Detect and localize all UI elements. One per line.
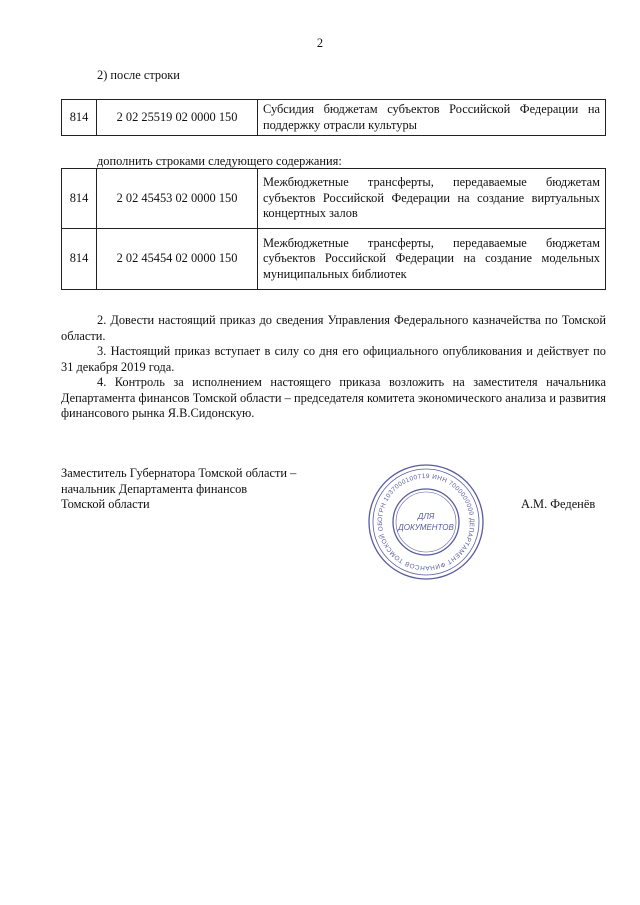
seal-graphic — [366, 462, 486, 582]
income-code-cell: 2 02 45454 02 0000 150 — [97, 229, 258, 290]
existing-code-table — [61, 99, 606, 136]
official-seal — [366, 462, 486, 582]
intro-add-lines: дополнить строками следующего содержания: — [97, 154, 342, 168]
table-row — [62, 229, 606, 290]
table-row — [62, 169, 606, 229]
admin-code-cell: 814 — [62, 169, 97, 229]
paragraph-2: 2. Довести настоящий приказ до сведения Управления Федерального казначейства по Томской области. — [61, 313, 606, 343]
income-name-cell: Субсидия бюджетам субъектов Российской Федерации на поддержку отрасли культуры — [258, 100, 606, 136]
order-paragraphs — [61, 313, 606, 422]
table-row — [62, 100, 606, 136]
position-line: начальник Департамента финансов — [61, 481, 248, 496]
intro-after-line: 2) после строки — [97, 68, 180, 82]
svg-text:ДЛЯ: ДЛЯ — [417, 512, 435, 521]
position-line: Заместитель Губернатора Томской области – — [61, 466, 297, 480]
signatory-position — [61, 466, 361, 513]
paragraph-4: 4. Контроль за исполнением настоящего приказа возложить на заместителя начальника Департамента финансов Томской области – председателя комитета экономического анализа и развития финансового рынка Я.В.Сидонскую. — [61, 375, 606, 420]
position-line: Томской области — [61, 497, 150, 511]
svg-text:ОГРН 1037000100719 ИНН 7000000: ОГРН 1037000100719 ИНН 7000000000 ДЕПАРТАМЕНТ ФИНАНСОВ ТОМСКОЙ ОБ — [376, 472, 476, 572]
admin-code-cell: 814 — [62, 100, 97, 136]
income-code-cell: 2 02 25519 02 0000 150 — [97, 100, 258, 136]
signatory-name: А.М. Феденёв — [521, 497, 596, 511]
svg-text:ДОКУМЕНТОВ: ДОКУМЕНТОВ — [398, 523, 454, 532]
page-number: 2 — [316, 36, 324, 50]
income-code-cell: 2 02 45453 02 0000 150 — [97, 169, 258, 229]
admin-code-cell: 814 — [62, 229, 97, 290]
income-name-cell: Межбюджетные трансферты, передаваемые бюджетам субъектов Российской Федерации на создание модельных муниципальных библиотек — [258, 229, 606, 290]
new-code-table — [61, 168, 606, 290]
income-name-cell: Межбюджетные трансферты, передаваемые бюджетам субъектов Российской Федерации на создание виртуальных концертных залов — [258, 169, 606, 229]
paragraph-3: 3. Настоящий приказ вступает в силу со дня его официального опубликования и действует по 31 декабря 2019 года. — [61, 344, 606, 374]
